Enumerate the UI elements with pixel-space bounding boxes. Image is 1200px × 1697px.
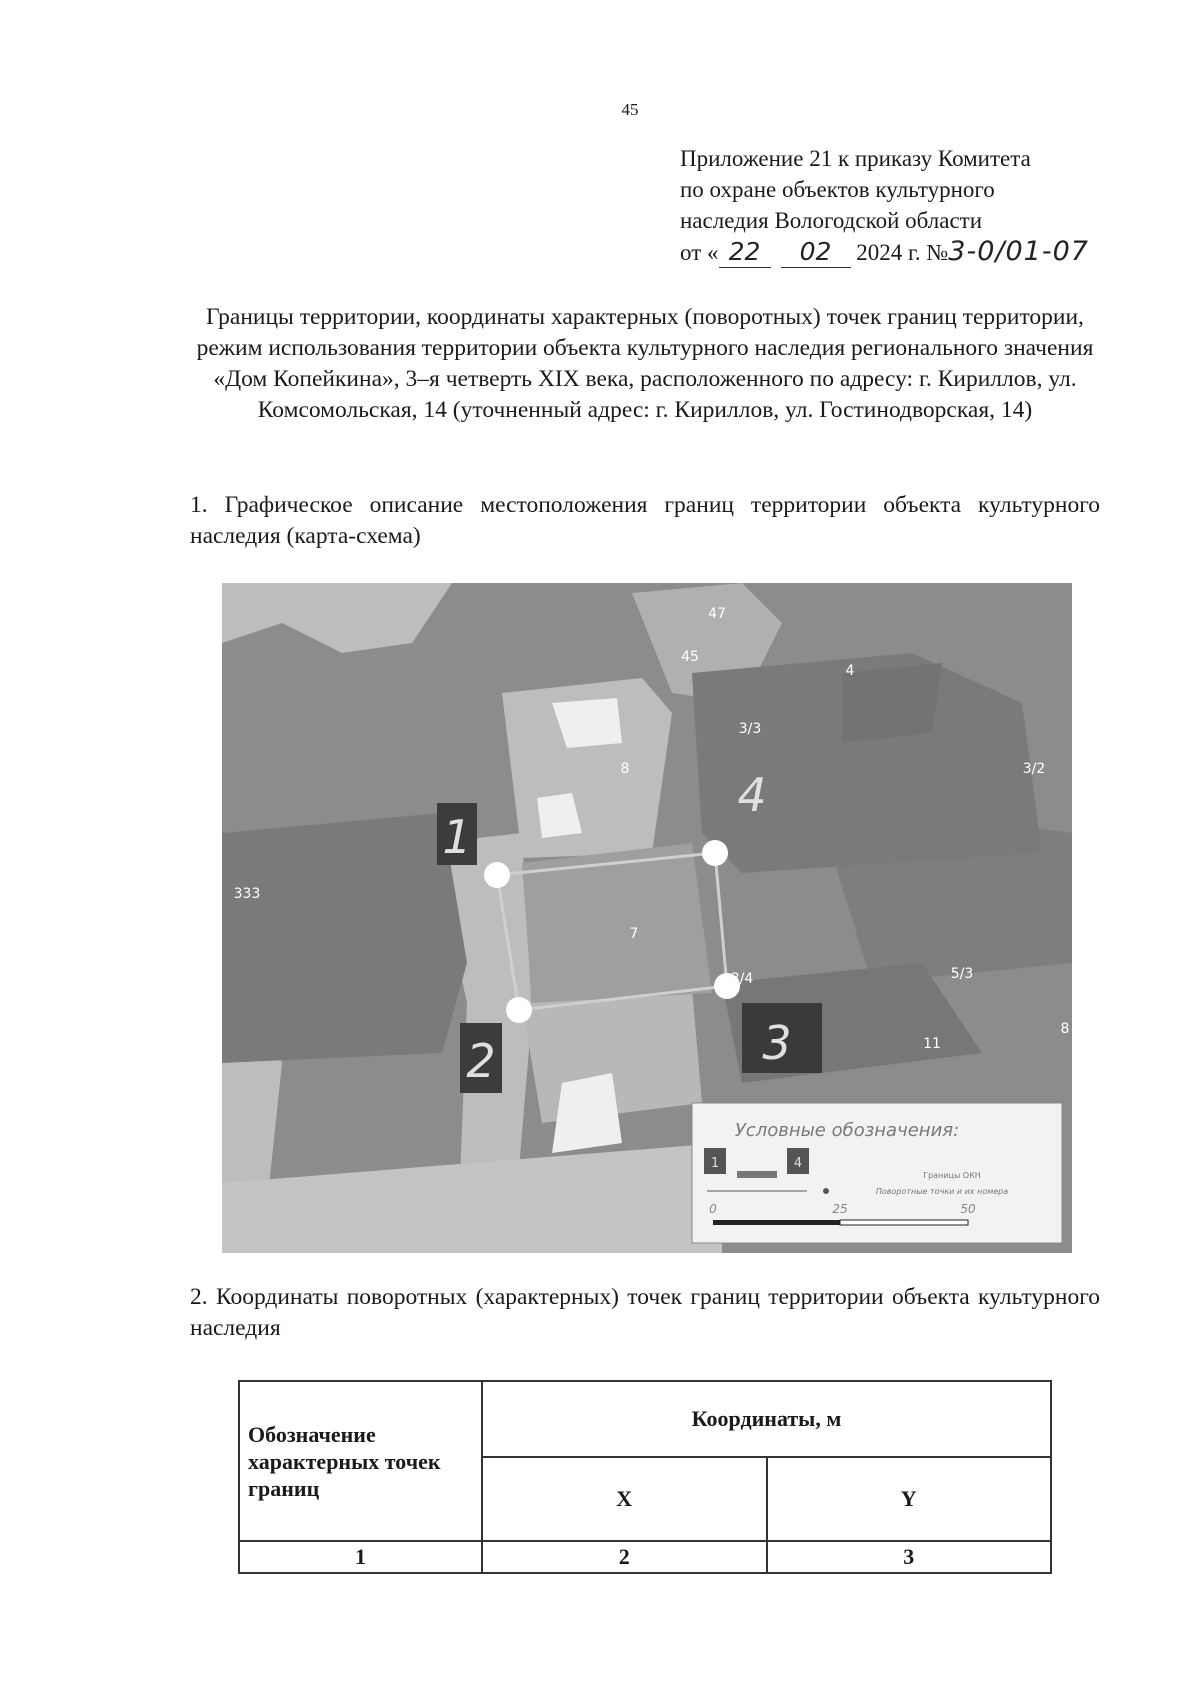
building-number: 8: [620, 761, 630, 777]
legend-point-dot: [823, 1188, 829, 1194]
legend-marker-4-label: 4: [793, 1156, 803, 1171]
legend-marker-1-label: 1: [710, 1156, 720, 1171]
scale-bar-light: [840, 1220, 968, 1225]
scale-label-0: 0: [709, 1202, 717, 1216]
scale-label-25: 25: [832, 1202, 848, 1216]
turning-point-2: [506, 997, 532, 1023]
from-prefix: от «: [680, 240, 719, 265]
turning-point-4: [702, 840, 728, 866]
building-number: 45: [681, 649, 699, 665]
map-legend: [692, 1103, 1062, 1243]
map-white-spot: [552, 1073, 622, 1153]
building-number: 3/3: [738, 721, 762, 737]
legend-line-label-2: Поворотные точки и их номера: [875, 1187, 1009, 1196]
header-y: Y: [767, 1457, 1052, 1541]
section-2-heading: 2. Координаты поворотных (характерных) точек границ территории объекта культурного наследия: [190, 1284, 1100, 1341]
building-number: 7: [629, 926, 639, 942]
building-number: 3/2: [1022, 761, 1046, 777]
point-label-3: 3: [762, 1016, 792, 1070]
page-number: 45: [621, 100, 639, 119]
scale-bar-dark: [713, 1220, 840, 1225]
handwritten-month: 02: [781, 236, 851, 268]
column-number-3: 3: [767, 1541, 1052, 1573]
building-number: 5/3: [950, 966, 974, 982]
map-object-territory: [522, 843, 712, 1003]
header-x: X: [482, 1457, 767, 1541]
building-number: 333: [233, 886, 261, 902]
legend-line-label-1: Границы ОКН: [923, 1171, 981, 1180]
legend-boundary-swatch: [737, 1171, 777, 1178]
point-label-2: 2: [466, 1034, 496, 1088]
header-designation: Обозначение характерных точек границ: [239, 1381, 482, 1541]
year-text: 2024 г. №: [856, 240, 949, 265]
map-building: [842, 663, 942, 743]
scale-label-50: 50: [960, 1202, 976, 1216]
point-label-4: 4: [737, 768, 767, 822]
appendix-line-4: [680, 236, 1100, 268]
column-number-2: 2: [482, 1541, 767, 1573]
header-coordinates: Координаты, м: [482, 1381, 1051, 1457]
map-building: [222, 813, 467, 1063]
legend-title: Условные обозначения:: [734, 1120, 960, 1141]
building-number: 4: [845, 663, 855, 679]
appendix-header: [680, 143, 1100, 268]
scheme-map: [222, 583, 1072, 1253]
point-label-1: 1: [442, 810, 472, 864]
building-number: 47: [708, 606, 726, 622]
building-number: 8: [1060, 1021, 1070, 1037]
appendix-line-1: Приложение 21 к приказу Комитета: [680, 146, 1031, 171]
handwritten-order-number: 3-0/01-07: [948, 236, 1089, 267]
building-number: 11: [923, 1036, 941, 1052]
handwritten-day: 22: [719, 236, 771, 268]
appendix-line-3: наследия Вологодской области: [680, 208, 983, 233]
coordinates-table: [238, 1380, 1052, 1574]
document-title: Границы территории, координаты характерных (поворотных) точек границ территории, режим использования территории объекта культурного наследия регионального значения «Дом Копейкина», 3–я четверть XIX века, расположенного по адресу: г. Кириллов, ул. Комсомольская, 14 (уточненный адрес: г. Кириллов, ул. Гостинодворская, 14): [196, 304, 1094, 423]
section-1-heading: 1. Графическое описание местоположения границ территории объекта культурного наследия (карта-схема): [190, 492, 1100, 549]
appendix-line-2: по охране объектов культурного: [680, 177, 995, 202]
building-number: 3/4: [730, 971, 754, 987]
column-number-1: 1: [239, 1541, 482, 1573]
turning-point-1: [484, 862, 510, 888]
